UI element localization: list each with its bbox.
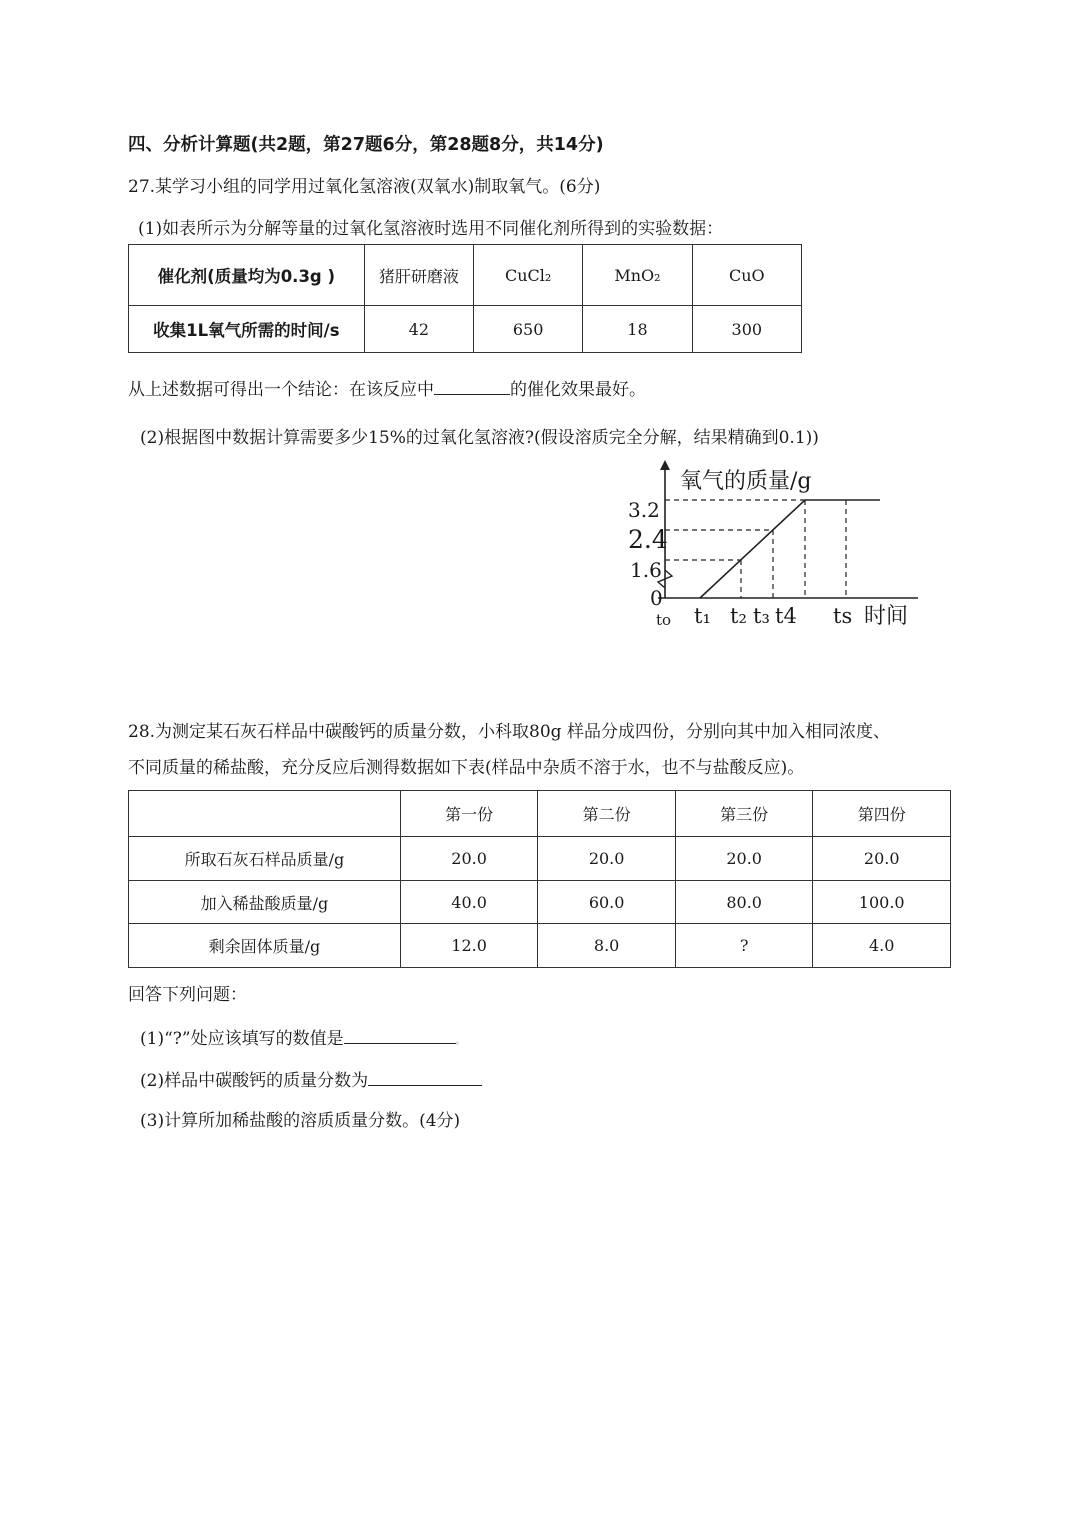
- table-cell: 4.0: [813, 924, 951, 968]
- answer-blank[interactable]: [344, 1025, 456, 1044]
- sub2-text: (2)样品中碳酸钙的质量分数为: [140, 1071, 369, 1091]
- section-heading: 四、分析计算题(共2题，第27题6分，第28题8分，共14分): [128, 135, 604, 155]
- table-cell: 12.0: [400, 924, 538, 968]
- oxygen-mass-graph: [618, 458, 928, 638]
- table-row-label: 加入稀盐酸质量/g: [129, 881, 401, 924]
- table-column-header: 第二份: [538, 791, 676, 837]
- y-tick-label: 3.2: [628, 498, 660, 522]
- table-cell: 650: [474, 306, 583, 353]
- q27-part1: (1)如表所示为分解等量的过氧化氢溶液时选用不同催化剂所得到的实验数据：: [138, 219, 724, 239]
- y-tick-label: 1.6: [630, 558, 662, 582]
- table-row: [129, 306, 802, 353]
- x-tick-label: ts: [833, 604, 853, 628]
- table-cell: 40.0: [400, 881, 538, 924]
- answer-blank[interactable]: [368, 1067, 482, 1086]
- x-tick-label: t₂: [730, 604, 747, 628]
- y-tick-label: 0: [650, 586, 663, 610]
- conclusion-text-end: 的催化效果最好。: [510, 380, 646, 400]
- y-axis-arrow: [660, 460, 670, 470]
- q28-sub2: [140, 1067, 482, 1093]
- y-tick-label: 2.4: [628, 525, 668, 554]
- table-cell: 20.0: [538, 837, 676, 881]
- answer-blank[interactable]: [434, 376, 510, 395]
- table-cell: 20.0: [813, 837, 951, 881]
- table-row-label: 所取石灰石样品质量/g: [129, 837, 401, 881]
- table-cell: 42: [364, 306, 473, 353]
- sub1-period: 。: [455, 1036, 466, 1047]
- x-axis-label: 时间: [864, 604, 909, 629]
- table-column-header: 第三份: [675, 791, 813, 837]
- table-row: [129, 837, 951, 881]
- table-cell: 18: [583, 306, 692, 353]
- table-cell: 60.0: [538, 881, 676, 924]
- table-cell: 300: [692, 306, 801, 353]
- table-cell: CuCl₂: [474, 245, 583, 306]
- catalyst-table: [128, 244, 802, 353]
- q27-stem: 27.某学习小组的同学用过氧化氢溶液(双氧水)制取氧气。(6分): [128, 177, 601, 197]
- table-cell: 100.0: [813, 881, 951, 924]
- table-row: [129, 245, 802, 306]
- q27-conclusion: [128, 376, 646, 402]
- y-axis-label: 氧气的质量/g: [680, 469, 812, 494]
- sub1-text: (1)“?”处应该填写的数值是: [140, 1029, 344, 1049]
- table-cell: 8.0: [538, 924, 676, 968]
- table-row: [129, 881, 951, 924]
- table-cell: 20.0: [675, 837, 813, 881]
- table-row: [129, 791, 951, 837]
- x-tick-label: t₃: [753, 604, 770, 628]
- oxygen-rise-line: [700, 500, 805, 598]
- table-cell: 猪肝研磨液: [364, 245, 473, 306]
- table-corner-cell: [129, 791, 401, 837]
- q27-part2: (2)根据图中数据计算需要多少15%的过氧化氢溶液?(假设溶质完全分解，结果精确到0.1)): [140, 428, 819, 448]
- q28-stem-line2: 不同质量的稀盐酸，充分反应后测得数据如下表(样品中杂质不溶于水，也不与盐酸反应)。: [128, 758, 805, 778]
- table-cell: CuO: [692, 245, 801, 306]
- table-cell: ?: [675, 924, 813, 968]
- q28-answer-intro: 回答下列问题：: [128, 985, 247, 1005]
- table-column-header: 第一份: [400, 791, 538, 837]
- x-tick-label: t4: [775, 604, 797, 628]
- table-header-cell: 收集1L氧气所需的时间/s: [129, 306, 365, 353]
- table-row-label: 剩余固体质量/g: [129, 924, 401, 968]
- table-row: [129, 924, 951, 968]
- q28-stem-line1: 28.为测定某石灰石样品中碳酸钙的质量分数，小科取80g 样品分成四份，分别向其中加入相同浓度、: [128, 722, 890, 742]
- conclusion-text: 从上述数据可得出一个结论：在该反应中: [128, 380, 434, 400]
- origin-label: to: [656, 611, 672, 629]
- q28-sub1: [140, 1025, 466, 1054]
- limestone-table: [128, 790, 951, 968]
- q28-sub3: (3)计算所加稀盐酸的溶质质量分数。(4分): [140, 1111, 461, 1131]
- table-cell: MnO₂: [583, 245, 692, 306]
- table-header-cell: 催化剂(质量均为0.3g ): [129, 245, 365, 306]
- table-column-header: 第四份: [813, 791, 951, 837]
- x-tick-label: t₁: [694, 604, 711, 628]
- table-cell: 80.0: [675, 881, 813, 924]
- table-cell: 20.0: [400, 837, 538, 881]
